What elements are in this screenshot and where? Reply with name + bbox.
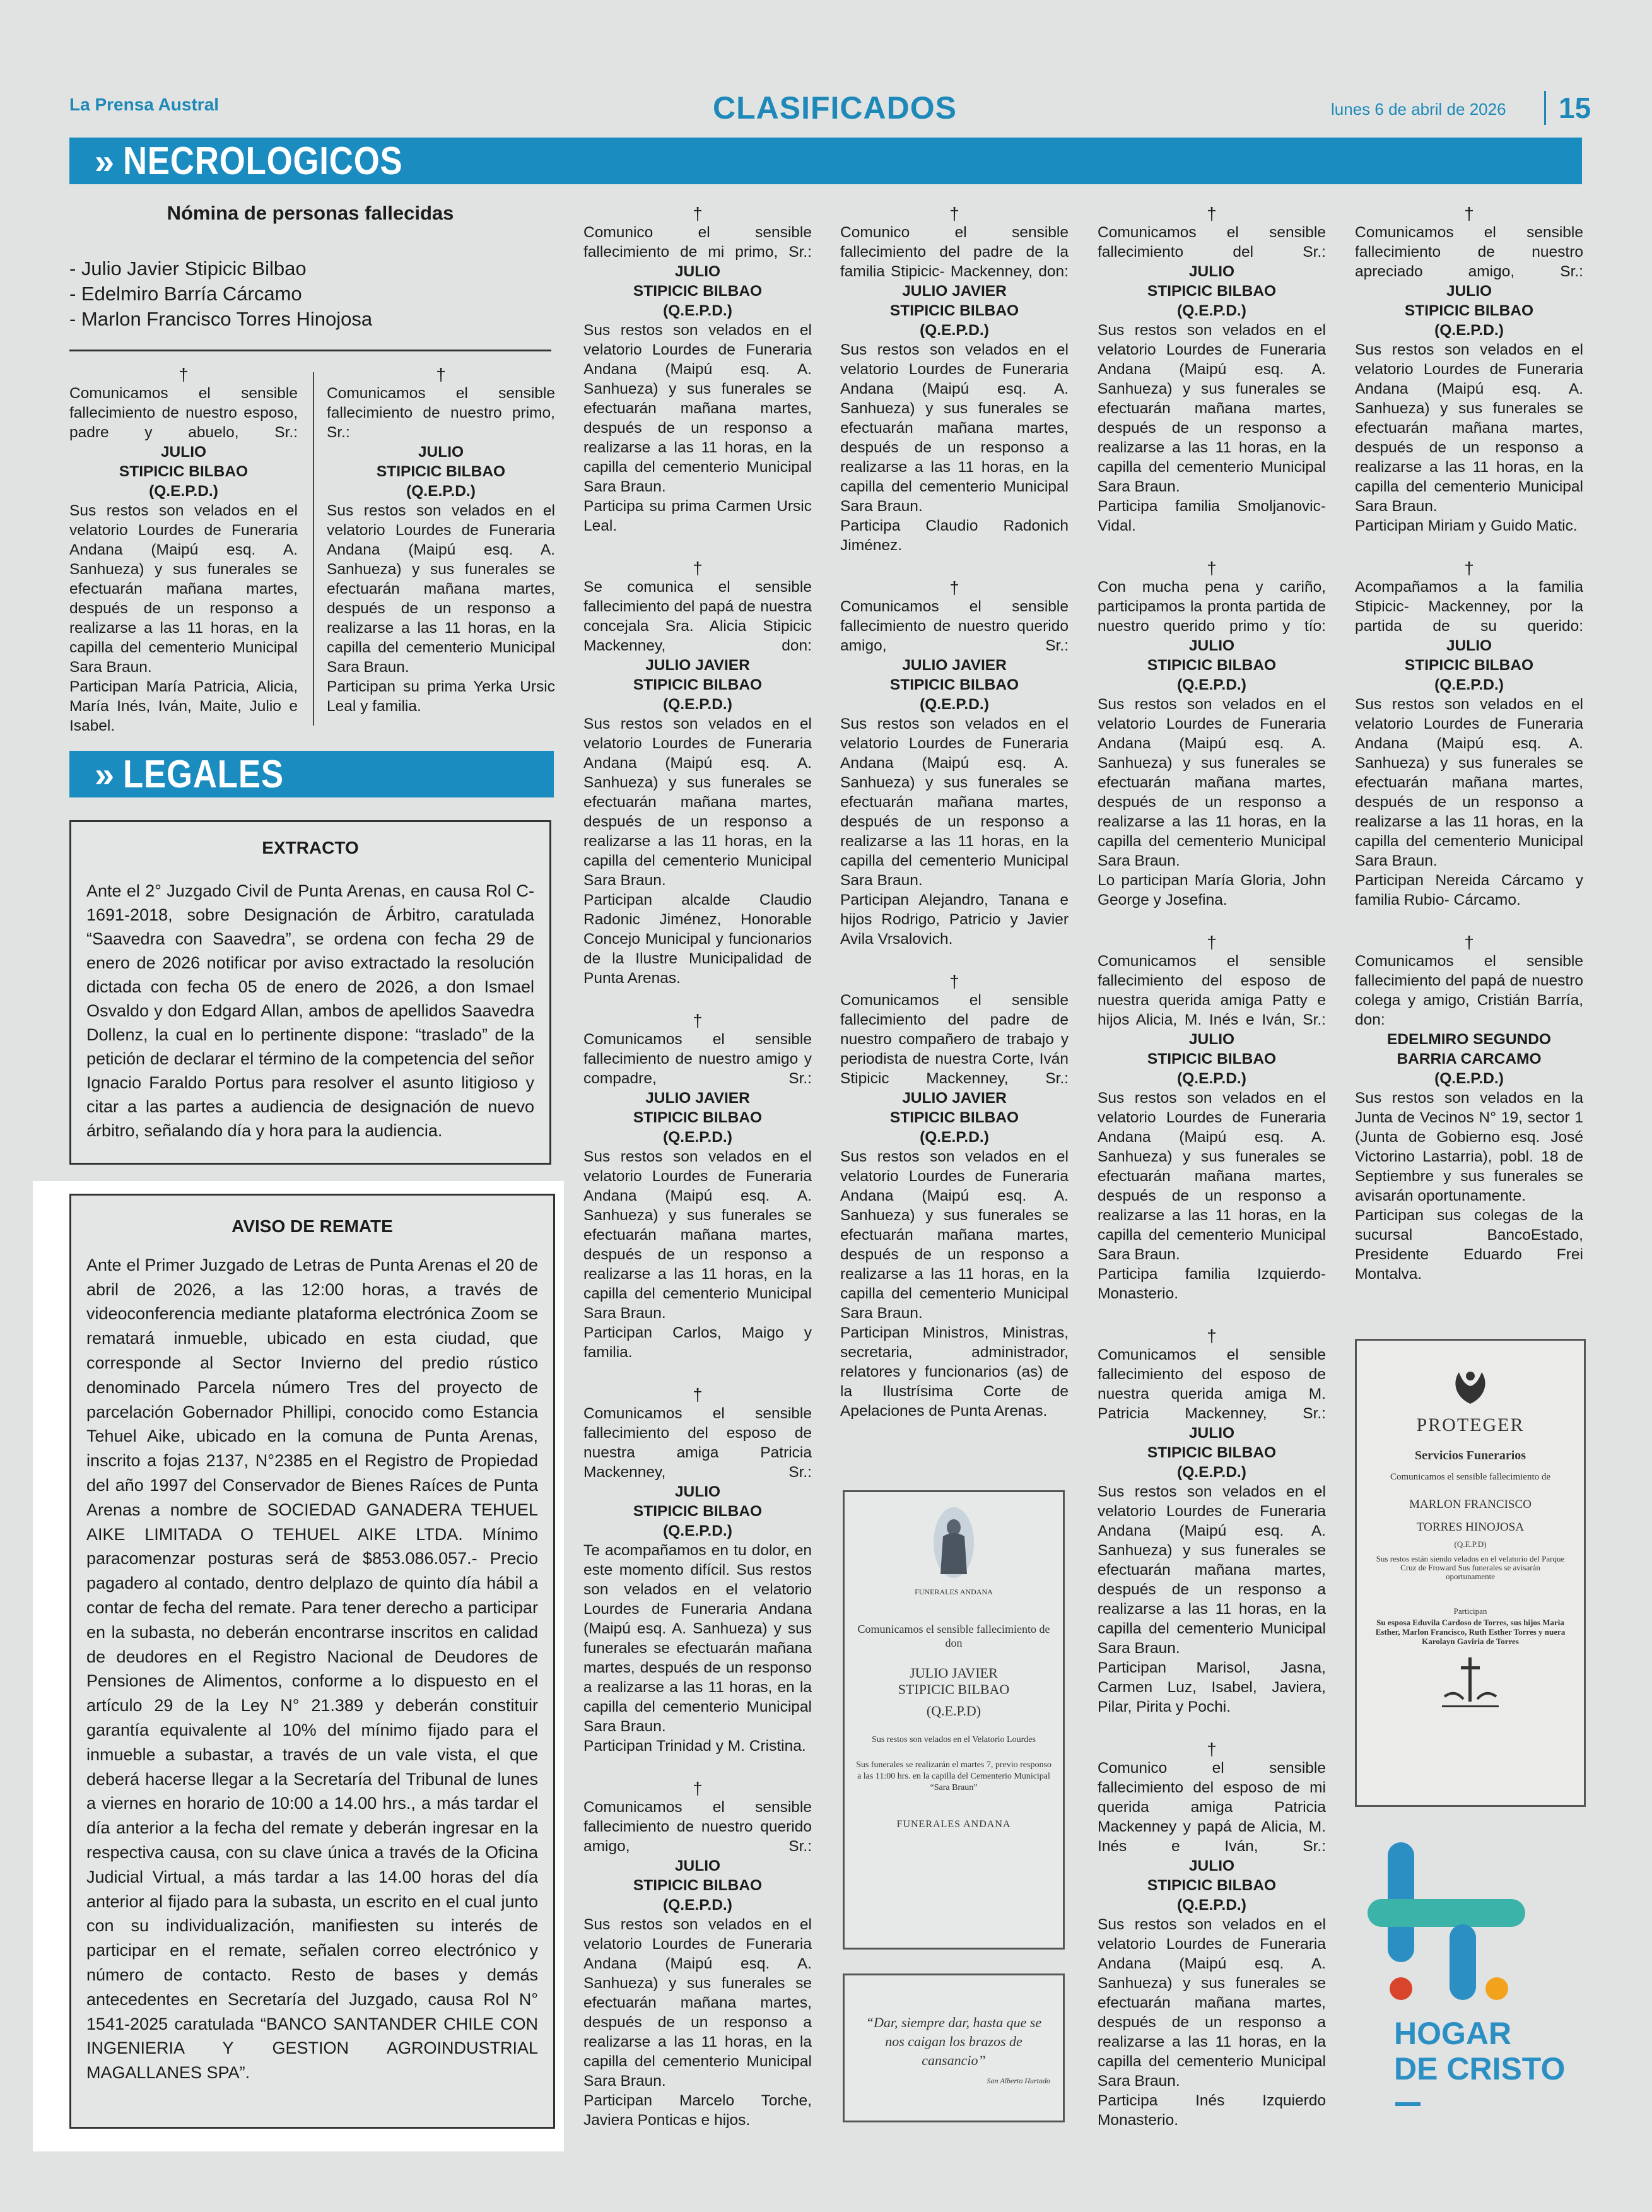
obit-signature: Participan Ministros, Ministras, secretaria, administrador, relatores y funcionarios (as) de la Ilustrísima Corte de Apelaciones de Punta Arenas.	[840, 1324, 1069, 1420]
obit-qepd: (Q.E.P.D.)	[1434, 676, 1504, 693]
deceased-item: - Edelmiro Barría Cárcamo	[69, 283, 302, 305]
obit-qepd: (Q.E.P.D.)	[663, 1129, 732, 1146]
andana-brand-bottom: FUNERALES ANDANA	[896, 1819, 1011, 1830]
necrologicos-banner	[69, 138, 1582, 184]
andana-brand-top: FUNERALES ANDANA	[915, 1587, 993, 1596]
obit-intro: Comunicamos el sensible fallecimiento del Sr.:	[1098, 224, 1326, 261]
obit-column-a2	[327, 366, 555, 740]
obit-name-first: JULIO	[1188, 1425, 1235, 1442]
obit-signature: Participan Alejandro, Tanana e hijos Rodrigo, Patricio y Javier Avila Vrsalovich.	[840, 891, 1069, 948]
obit-signature: Lo participan María Gloria, John George y Josefina.	[1098, 872, 1326, 909]
proteger-brand: PROTEGER	[1416, 1415, 1525, 1435]
cross-icon: †	[1464, 932, 1474, 952]
obit-name-first: JULIO	[674, 263, 721, 280]
quote-text: “Dar, siempre dar, hasta que se nos caigan los brazos de cansancio”	[865, 2015, 1042, 2068]
obit-intro: Se comunica el sensible fallecimiento del papá de nuestra concejala Sra. Alicia Stipicic Mackenney, don:	[583, 579, 812, 654]
andana-ad	[843, 1490, 1065, 1950]
issue-date: lunes 6 de abril de 2026	[1331, 100, 1506, 119]
proteger-ad	[1355, 1339, 1586, 1807]
hogar-line2: DE CRISTO	[1394, 2051, 1566, 2086]
obit-qepd: (Q.E.P.D.)	[1177, 1070, 1246, 1087]
obit-name-first: JULIO	[1446, 637, 1492, 654]
obit-signature: Participa Claudio Radonich Jiménez.	[840, 517, 1069, 554]
quote-author: San Alberto Hurtado	[987, 2076, 1050, 2085]
hogar-underline	[1395, 2102, 1421, 2106]
obit-qepd: (Q.E.P.D.)	[1177, 1897, 1246, 1914]
obit-qepd: (Q.E.P.D.)	[663, 696, 732, 713]
necrologicos-label: NECROLOGICOS	[123, 139, 403, 183]
obit-qepd: (Q.E.P.D.)	[663, 1897, 732, 1914]
obit-signature: Participa familia Izquierdo- Monasterio.	[1098, 1266, 1326, 1302]
cross-icon: †	[1464, 204, 1474, 223]
obit-body: Sus restos son velados en el velatorio Lourdes de Funeraria Andana (Maipú esq. A. Sanhueza) y sus funerales se efectuarán mañana martes, después de un responso a realizarse a las 11 horas, en la capilla del cementerio Municipal Sara Braun.	[1098, 1090, 1326, 1263]
obit-intro: Comunicamos el sensible fallecimiento del esposo de nuestra amiga Patricia Mackenney, Sr.:	[583, 1405, 812, 1481]
obit-name-last: STIPICIC BILBAO	[1147, 657, 1277, 674]
obit-qepd: (Q.E.P.D.)	[1434, 322, 1504, 339]
obit-qepd: (Q.E.P.D.)	[406, 483, 476, 500]
obit-name-last: STIPICIC BILBAO	[889, 1109, 1019, 1126]
obit-name-last: STIPICIC BILBAO	[376, 463, 506, 480]
cross-icon: †	[693, 1385, 703, 1404]
proteger-intro: Comunicamos el sensible fallecimiento de	[1390, 1472, 1551, 1482]
obit-body: Sus restos son velados en el velatorio Lourdes de Funeraria Andana (Maipú esq. A. Sanhueza) y sus funerales se efectuarán mañana martes, después de un responso a realizarse a las 11 horas, en la capilla del cementerio Municipal Sara Braun.	[1098, 696, 1326, 869]
obit-signature: Participa su prima Carmen Ursic Leal.	[583, 498, 812, 534]
obit-name-last: STIPICIC BILBAO	[1147, 1444, 1277, 1461]
obit-intro: Con mucha pena y cariño, participamos la pronta partida de nuestro querido primo y tío:	[1098, 579, 1326, 635]
deceased-list	[69, 202, 551, 351]
obit-signature: Participan Nereida Cárcamo y familia Rubio- Cárcamo.	[1355, 872, 1583, 909]
obit-body: Sus restos son velados en el velatorio Lourdes de Funeraria Andana (Maipú esq. A. Sanhueza) y sus funerales se efectuarán mañana martes, después de un responso a realizarse a las 11 horas, en la capilla del cementerio Municipal Sara Braun.	[583, 322, 812, 495]
obit-name-last: STIPICIC BILBAO	[1147, 1050, 1277, 1068]
obituary-notice	[583, 1386, 812, 1756]
obit-body: Sus restos son velados en el velatorio Lourdes de Funeraria Andana (Maipú esq. A. Sanhueza) y sus funerales se efectuarán mañana martes, después de un responso a realizarse a las 11 horas, en la capilla del cementerio Municipal Sara Braun.	[583, 1916, 812, 2090]
obituary-notice	[840, 579, 1069, 949]
hogar-de-cristo-ad	[1355, 1830, 1582, 2120]
remate-body: Ante el Primer Juzgado de Letras de Punta Arenas el 20 de abril de 2026, a las 12:00 horas, a través de videoconferencia mediante plataforma electrónica Zoom se rematará inmueble, ubicado en esta ciudad, que corresponde al Sector Invierno del predio rústico denominado Parcela número Tres del proyecto de parcelación Gobernador Phillipi, conocido como Estancia Tehuel Aike, ubicado en la comuna de Punta Arenas, inscrito a fojas 2137, N°2385 en el Registro de Propiedad del año 1997 del Conservador de Bienes Raíces de Punta Arenas a nombre de SOCIEDAD GANADERA TEHUEL AIKE LIMITADA O TEHUEL AIKE LTDA. Mínimo paracomenzar posturas será de $853.086.057.- Precio pagadero al contado, dentro delplazo de quinto día hábil a contar de fecha del remate. Para tener derecho a participar en la subasta, no deberán encontrarse inscritos en calidad de deudores en el Registro Nacional de Deudores de Pensiones de Alimentos, conforme a lo dispuesto en el artículo 29 de la Ley N° 21.389 y deberán constituir garantía equivalente al 10% del mínimo fijado para el inmueble a subastar, a través de un vale vista, el que deberá hacerse llegar a la Secretaría del Tribunal de lunes a viernes en horario de 10:00 a 14.00 hrs., a más tardar el día anterior a la fecha del remate y deberán ingresar en la respectiva causa, con su clave única a través de la Oficina Judicial Virtual, a más tardar a las 14.00 horas del día anterior al fijado para la subasta, un escrito en el cual junto con su individualización, manifiesten su interés de participar en el remate, señalen correo electrónico y número de contacto. Resto de bases y demás antecedentes en Secretaría del Juzgado, causa Rol N° 1541-2025 caratulada “BANCO SANTANDER CHILE CON INGENIERIA Y GESTION AGROINDUSTRIAL MAGALLANES SPA”.	[86, 1255, 538, 2083]
obit-name-last: STIPICIC BILBAO	[889, 302, 1019, 319]
obit-intro: Comunico el sensible fallecimiento del esposo de mi querida amiga Patricia Mackenney y papá de Alicia, M. Inés e Iván, Sr.:	[1098, 1760, 1326, 1855]
obit-qepd: (Q.E.P.D.)	[1177, 676, 1246, 693]
obit-name-first: JULIO JAVIER	[645, 657, 750, 674]
obit-signature: Participan su prima Yerka Ursic Leal y familia.	[327, 678, 555, 715]
page-number: 15	[1544, 91, 1591, 125]
obit-signature: Participan Trinidad y M. Cristina.	[583, 1738, 806, 1755]
obit-body: Sus restos son velados en el velatorio Lourdes de Funeraria Andana (Maipú esq. A. Sanhueza) y sus funerales se efectuarán mañana martes, después de un responso a realizarse a las 11 horas, en la capilla del cementerio Municipal Sara Braun.	[69, 502, 298, 676]
dove-icon	[1445, 1365, 1496, 1409]
obituary-notice	[1098, 1327, 1326, 1717]
obit-body: Sus restos son velados en la Junta de Vecinos N° 19, sector 1 (Junta de Gobierno esq. José Victorino Lastarria), pobl. 18 de Septiembre y sus funerales se avisarán oportunamente.	[1355, 1090, 1583, 1204]
publication-name: La Prensa Austral	[69, 95, 220, 114]
cross-icon: †	[693, 558, 703, 578]
proteger-name1: MARLON FRANCISCO	[1409, 1498, 1532, 1511]
obit-body: Sus restos son velados en el velatorio Lourdes de Funeraria Andana (Maipú esq. A. Sanhueza) y sus funerales se efectuarán mañana martes, después de un responso a realizarse a las 11 horas, en la capilla del cementerio Municipal Sara Braun.	[1098, 1483, 1326, 1657]
obit-qepd: (Q.E.P.D.)	[1434, 1070, 1504, 1087]
obit-intro: Comunicamos el sensible fallecimiento de nuestro amigo y compadre, Sr.:	[583, 1031, 812, 1087]
obituary-notice	[840, 205, 1069, 555]
obit-column-b	[583, 205, 812, 2154]
obit-signature: Participan Marisol, Jasna, Carmen Luz, Isabel, Javiera, Pilar, Pirita y Pochi.	[1098, 1659, 1326, 1715]
obit-body: Sus restos son velados en el velatorio Lourdes de Funeraria Andana (Maipú esq. A. Sanhueza) y sus funerales se efectuarán mañana martes, después de un responso a realizarse a las 11 horas, en la capilla del cementerio Municipal Sara Braun.	[1355, 341, 1583, 515]
proteger-sign-label: Participan	[1453, 1606, 1487, 1616]
cross-icon: †	[949, 578, 959, 597]
chevron-icon: »	[95, 754, 115, 794]
quote-ad	[843, 1974, 1065, 2122]
column-divider	[313, 372, 314, 726]
obituary-notice	[1355, 205, 1583, 536]
cross-icon: †	[1464, 558, 1474, 578]
obit-signature: Participan Marcelo Torche, Javiera Ponticas e hijos.	[583, 2092, 812, 2129]
remate-notice	[69, 1194, 555, 2129]
obit-intro: Comunicamos el sensible fallecimiento de nuestro apreciado amigo, Sr.:	[1355, 224, 1583, 280]
obit-intro: Comunicamos el sensible fallecimiento del padre de nuestro compañero de trabajo y periodista de nuestra Corte, Iván Stipicic Mackenney, Sr.:	[840, 992, 1069, 1087]
obituary-notice	[1098, 1741, 1326, 2130]
obit-name-last: STIPICIC BILBAO	[1147, 283, 1277, 300]
obit-name-first: JULIO	[1188, 263, 1235, 280]
cross-icon: †	[436, 365, 446, 384]
obit-qepd: (Q.E.P.D.)	[1177, 302, 1246, 319]
obit-name-last: STIPICIC BILBAO	[633, 1109, 763, 1126]
obituary-notice	[1098, 205, 1326, 536]
deceased-item: - Marlon Francisco Torres Hinojosa	[69, 308, 373, 330]
obit-name-first: JULIO	[674, 1857, 721, 1874]
cross-icon: †	[179, 365, 189, 384]
obit-signature: Participan María Patricia, Alicia, María Inés, Iván, Maite, Julio e Isabel.	[69, 678, 298, 734]
obit-intro: Acompañamos a la familia Stipicic- Mackenney, por la partida de su querido:	[1355, 579, 1583, 635]
obit-name-first: EDELMIRO SEGUNDO	[1387, 1031, 1551, 1048]
obit-body: Sus restos son velados en el velatorio Lourdes de Funeraria Andana (Maipú esq. A. Sanhueza) y sus funerales se efectuarán mañana martes, después de un responso a realizarse a las 11 horas, en la capilla del cementerio Municipal Sara Braun.	[840, 341, 1069, 515]
andana-name1: JULIO JAVIER	[910, 1665, 998, 1681]
obit-name-last: STIPICIC BILBAO	[633, 283, 763, 300]
obit-name-first: JULIO	[1188, 637, 1235, 654]
obituary-notice	[1355, 560, 1583, 910]
divider	[69, 350, 551, 351]
deceased-list-title: Nómina de personas fallecidas	[167, 202, 454, 224]
obit-name-last: STIPICIC BILBAO	[889, 676, 1019, 693]
obit-body: Sus restos son velados en el velatorio Lourdes de Funeraria Andana (Maipú esq. A. Sanhueza) y sus funerales se efectuarán mañana martes, después de un responso a realizarse a las 11 horas, en la capilla del cementerio Municipal Sara Braun.	[840, 715, 1069, 889]
obit-body: Te acompañamos en tu dolor, en este momento difícil. Sus restos son velados en el velatorio Lourdes de Funeraria Andana (Maipú esq. A. Sanhueza) y sus funerales se efectuarán mañana martes, después de un responso a realizarse a las 11 horas, en la capilla del cementerio Municipal Sara Braun.	[583, 1542, 812, 1735]
obit-qepd: (Q.E.P.D.)	[663, 302, 732, 319]
obit-name-last: STIPICIC BILBAO	[633, 1503, 763, 1520]
hogar-de-cristo-logo-icon	[1368, 1842, 1525, 2013]
deceased-item: - Julio Javier Stipicic Bilbao	[69, 257, 307, 279]
obit-body: Sus restos son velados en el velatorio Lourdes de Funeraria Andana (Maipú esq. A. Sanhueza) y sus funerales se efectuarán mañana martes, después de un responso a realizarse a las 11 horas, en la capilla del cementerio Municipal Sara Braun.	[840, 1148, 1069, 1322]
obit-intro: Comunicamos el sensible fallecimiento de nuestro esposo, padre y abuelo, Sr.:	[69, 385, 298, 441]
obit-signature: Participan Miriam y Guido Matic.	[1355, 517, 1578, 534]
obituary-notice	[1355, 934, 1583, 1284]
obit-body: Sus restos son velados en el velatorio Lourdes de Funeraria Andana (Maipú esq. A. Sanhueza) y sus funerales se efectuarán mañana martes, después de un responso a realizarse a las 11 horas, en la capilla del cementerio Municipal Sara Braun.	[583, 1148, 812, 1322]
obit-name-last: STIPICIC BILBAO	[119, 463, 249, 480]
proteger-name2: TORRES HINOJOSA	[1416, 1521, 1525, 1534]
obit-column-d	[1098, 205, 1326, 2154]
obit-name-first: JULIO	[1188, 1857, 1235, 1874]
obit-name-first: JULIO JAVIER	[645, 1090, 750, 1107]
obit-qepd: (Q.E.P.D.)	[920, 322, 989, 339]
obit-column-a1	[69, 366, 298, 760]
obit-qepd: (Q.E.P.D.)	[663, 1522, 732, 1539]
obit-column-e	[1355, 205, 1583, 1308]
obituary-notice	[583, 205, 812, 536]
obit-qepd: (Q.E.P.D.)	[149, 483, 218, 500]
obit-body: Sus restos son velados en el velatorio Lourdes de Funeraria Andana (Maipú esq. A. Sanhueza) y sus funerales se efectuarán mañana martes, después de un responso a realizarse a las 11 horas, en la capilla del cementerio Municipal Sara Braun.	[1098, 322, 1326, 495]
proteger-subtitle: Servicios Funerarios	[1414, 1449, 1526, 1462]
obituary-notice	[69, 366, 298, 736]
extracto-body: Ante el 2° Juzgado Civil de Punta Arenas, en causa Rol C-1691-2018, sobre Designación de Árbitro, caratulada “Saavedra con Saavedra”, se ordena con fecha 29 de enero de 2026 notificar por aviso extractado la resolución dictada con fecha 05 de enero de 2026, a don Ismael Osvaldo y don Edgard Allan, ambos de apellidos Saavedra Dollenz, la cual en lo pertinente dispone: “traslado” de la petición de declarar el término de la competencia del señor Ignacio Faraldo Portus para resolver el asunto litigioso y citar a las partes a audiencia de designación de nuevo árbitro, señalando día y hora para la audiencia.	[86, 881, 534, 1140]
cross-icon: †	[949, 972, 959, 991]
obit-intro: Comunicamos el sensible fallecimiento del papá de nuestro colega y amigo, Cristián Barría, don:	[1355, 953, 1583, 1028]
obit-intro: Comunicamos el sensible fallecimiento de nuestro querido amigo, Sr.:	[840, 598, 1069, 654]
andana-line1: Sus restos son velados en el Velatorio Lourdes	[872, 1735, 1036, 1744]
obit-signature: Participa Inés Izquierdo Monasterio.	[1098, 2092, 1326, 2129]
cross-icon: †	[1207, 558, 1217, 578]
legales-banner	[69, 751, 554, 797]
obit-column-c	[840, 205, 1069, 1445]
obit-body: Sus restos son velados en el velatorio Lourdes de Funeraria Andana (Maipú esq. A. Sanhueza) y sus funerales se efectuarán mañana martes, después de un responso a realizarse a las 11 horas, en la capilla del cementerio Municipal Sara Braun.	[1098, 1916, 1326, 2090]
obit-signature: Participa familia Smoljanovic- Vidal.	[1098, 498, 1326, 534]
obit-name-first: JULIO	[160, 444, 207, 461]
cross-icon: †	[949, 204, 959, 223]
obit-name-last: STIPICIC BILBAO	[633, 1877, 763, 1894]
obit-body: Sus restos son velados en el velatorio Lourdes de Funeraria Andana (Maipú esq. A. Sanhueza) y sus funerales se efectuarán mañana martes, después de un responso a realizarse a las 11 horas, en la capilla del cementerio Municipal Sara Braun.	[1355, 696, 1583, 869]
proteger-sign: Su esposa Eduvila Cardoso de Torres, sus hijos Maria Esther, Marlon Francisco, Ruth Esther Torres y nuera Karolayn Gaviria de Torres	[1375, 1618, 1566, 1646]
obit-body: Sus restos son velados en el velatorio Lourdes de Funeraria Andana (Maipú esq. A. Sanhueza) y sus funerales se efectuarán mañana martes, después de un responso a realizarse a las 11 horas, en la capilla del cementerio Municipal Sara Braun.	[327, 502, 555, 676]
section-title: CLASIFICADOS	[713, 90, 957, 126]
extracto-title: EXTRACTO	[262, 838, 359, 857]
obit-name-first: JULIO	[418, 444, 464, 461]
andana-intro: Comunicamos el sensible fallecimiento de don	[857, 1623, 1050, 1649]
cross-icon: †	[1207, 1739, 1217, 1759]
obit-name-first: JULIO JAVIER	[902, 1090, 1007, 1107]
obit-intro: Comunicamos el sensible fallecimiento de nuestro primo, Sr.:	[327, 385, 555, 441]
cross-icon: †	[693, 1011, 703, 1030]
obituary-notice	[583, 1780, 812, 2130]
obit-signature: Participan sus colegas de la sucursal BancoEstado, Presidente Eduardo Frei Montalva.	[1355, 1207, 1583, 1283]
andana-name2: STIPICIC BILBAO	[898, 1681, 1010, 1697]
obit-body: Sus restos son velados en el velatorio Lourdes de Funeraria Andana (Maipú esq. A. Sanhueza) y sus funerales se efectuarán mañana martes, después de un responso a realizarse a las 11 horas, en la capilla del cementerio Municipal Sara Braun.	[583, 715, 812, 889]
obit-qepd: (Q.E.P.D.)	[1177, 1464, 1246, 1481]
remate-title: AVISO DE REMATE	[231, 1216, 393, 1236]
obituary-notice	[583, 1012, 812, 1362]
obituary-notice	[1098, 560, 1326, 910]
obit-name-last: BARRIA CARCAMO	[1397, 1050, 1542, 1068]
obituary-notice	[840, 973, 1069, 1421]
obit-name-first: JULIO JAVIER	[902, 657, 1007, 674]
obituary-notice	[327, 366, 555, 716]
cross-icon: †	[693, 204, 703, 223]
obit-name-first: JULIO	[1446, 283, 1492, 300]
obit-intro: Comunico el sensible fallecimiento del padre de la familia Stipicic- Mackenney, don:	[840, 224, 1069, 280]
obituary-notice	[1098, 934, 1326, 1303]
obit-name-first: JULIO	[1188, 1031, 1235, 1048]
extracto-notice	[69, 820, 551, 1165]
obit-signature: Participan alcalde Claudio Radonic Jiménez, Honorable Concejo Municipal y funcionarios de la Ilustre Municipalidad de Punta Arenas.	[583, 891, 812, 987]
obit-qepd: (Q.E.P.D.)	[920, 696, 989, 713]
obit-name-last: STIPICIC BILBAO	[1404, 657, 1534, 674]
obit-intro: Comunicamos el sensible fallecimiento del esposo de nuestra querida amiga Patty e hijos Alicia, M. Inés e Iván, Sr.:	[1098, 953, 1326, 1028]
cross-icon: †	[1207, 932, 1217, 952]
hogar-line1: HOGAR	[1394, 2016, 1512, 2051]
chevron-icon: »	[95, 141, 115, 181]
obit-intro: Comunicamos el sensible fallecimiento del esposo de nuestra querida amiga M. Patricia Mackenney, Sr.:	[1098, 1346, 1326, 1422]
andana-line2: Sus funerales se realizarán el martes 7, previo responso a las 11:00 hrs. en la capilla del Cementerio Municipal “Sara Braun”	[856, 1760, 1052, 1792]
cross-icon: †	[1207, 1326, 1217, 1346]
virgin-figure-icon	[932, 1505, 976, 1580]
obit-signature: Participan Carlos, Maigo y familia.	[583, 1324, 812, 1361]
obit-qepd: (Q.E.P.D.)	[920, 1129, 989, 1146]
cross-icon: †	[1207, 204, 1217, 223]
cross-wreath-icon	[1436, 1655, 1505, 1712]
andana-qepd: (Q.E.P.D)	[926, 1703, 981, 1719]
proteger-body: Sus restos están siendo velados en el velatorio del Parque Cruz de Froward Sus funerales se avisarán oportunamente	[1376, 1554, 1565, 1581]
obit-name-last: STIPICIC BILBAO	[633, 676, 763, 693]
obit-name-first: JULIO JAVIER	[902, 283, 1007, 300]
obit-intro: Comunicamos el sensible fallecimiento de nuestro querido amigo, Sr.:	[583, 1799, 812, 1855]
proteger-qepd: (Q.E.P.D)	[1454, 1539, 1487, 1549]
cross-icon: †	[693, 1779, 703, 1798]
obit-intro: Comunico el sensible fallecimiento de mi primo, Sr.:	[583, 224, 812, 261]
legales-label: LEGALES	[123, 752, 284, 796]
obit-name-last: STIPICIC BILBAO	[1404, 302, 1534, 319]
obit-name-last: STIPICIC BILBAO	[1147, 1877, 1277, 1894]
obituary-notice	[583, 560, 812, 988]
obit-name-first: JULIO	[674, 1483, 721, 1500]
